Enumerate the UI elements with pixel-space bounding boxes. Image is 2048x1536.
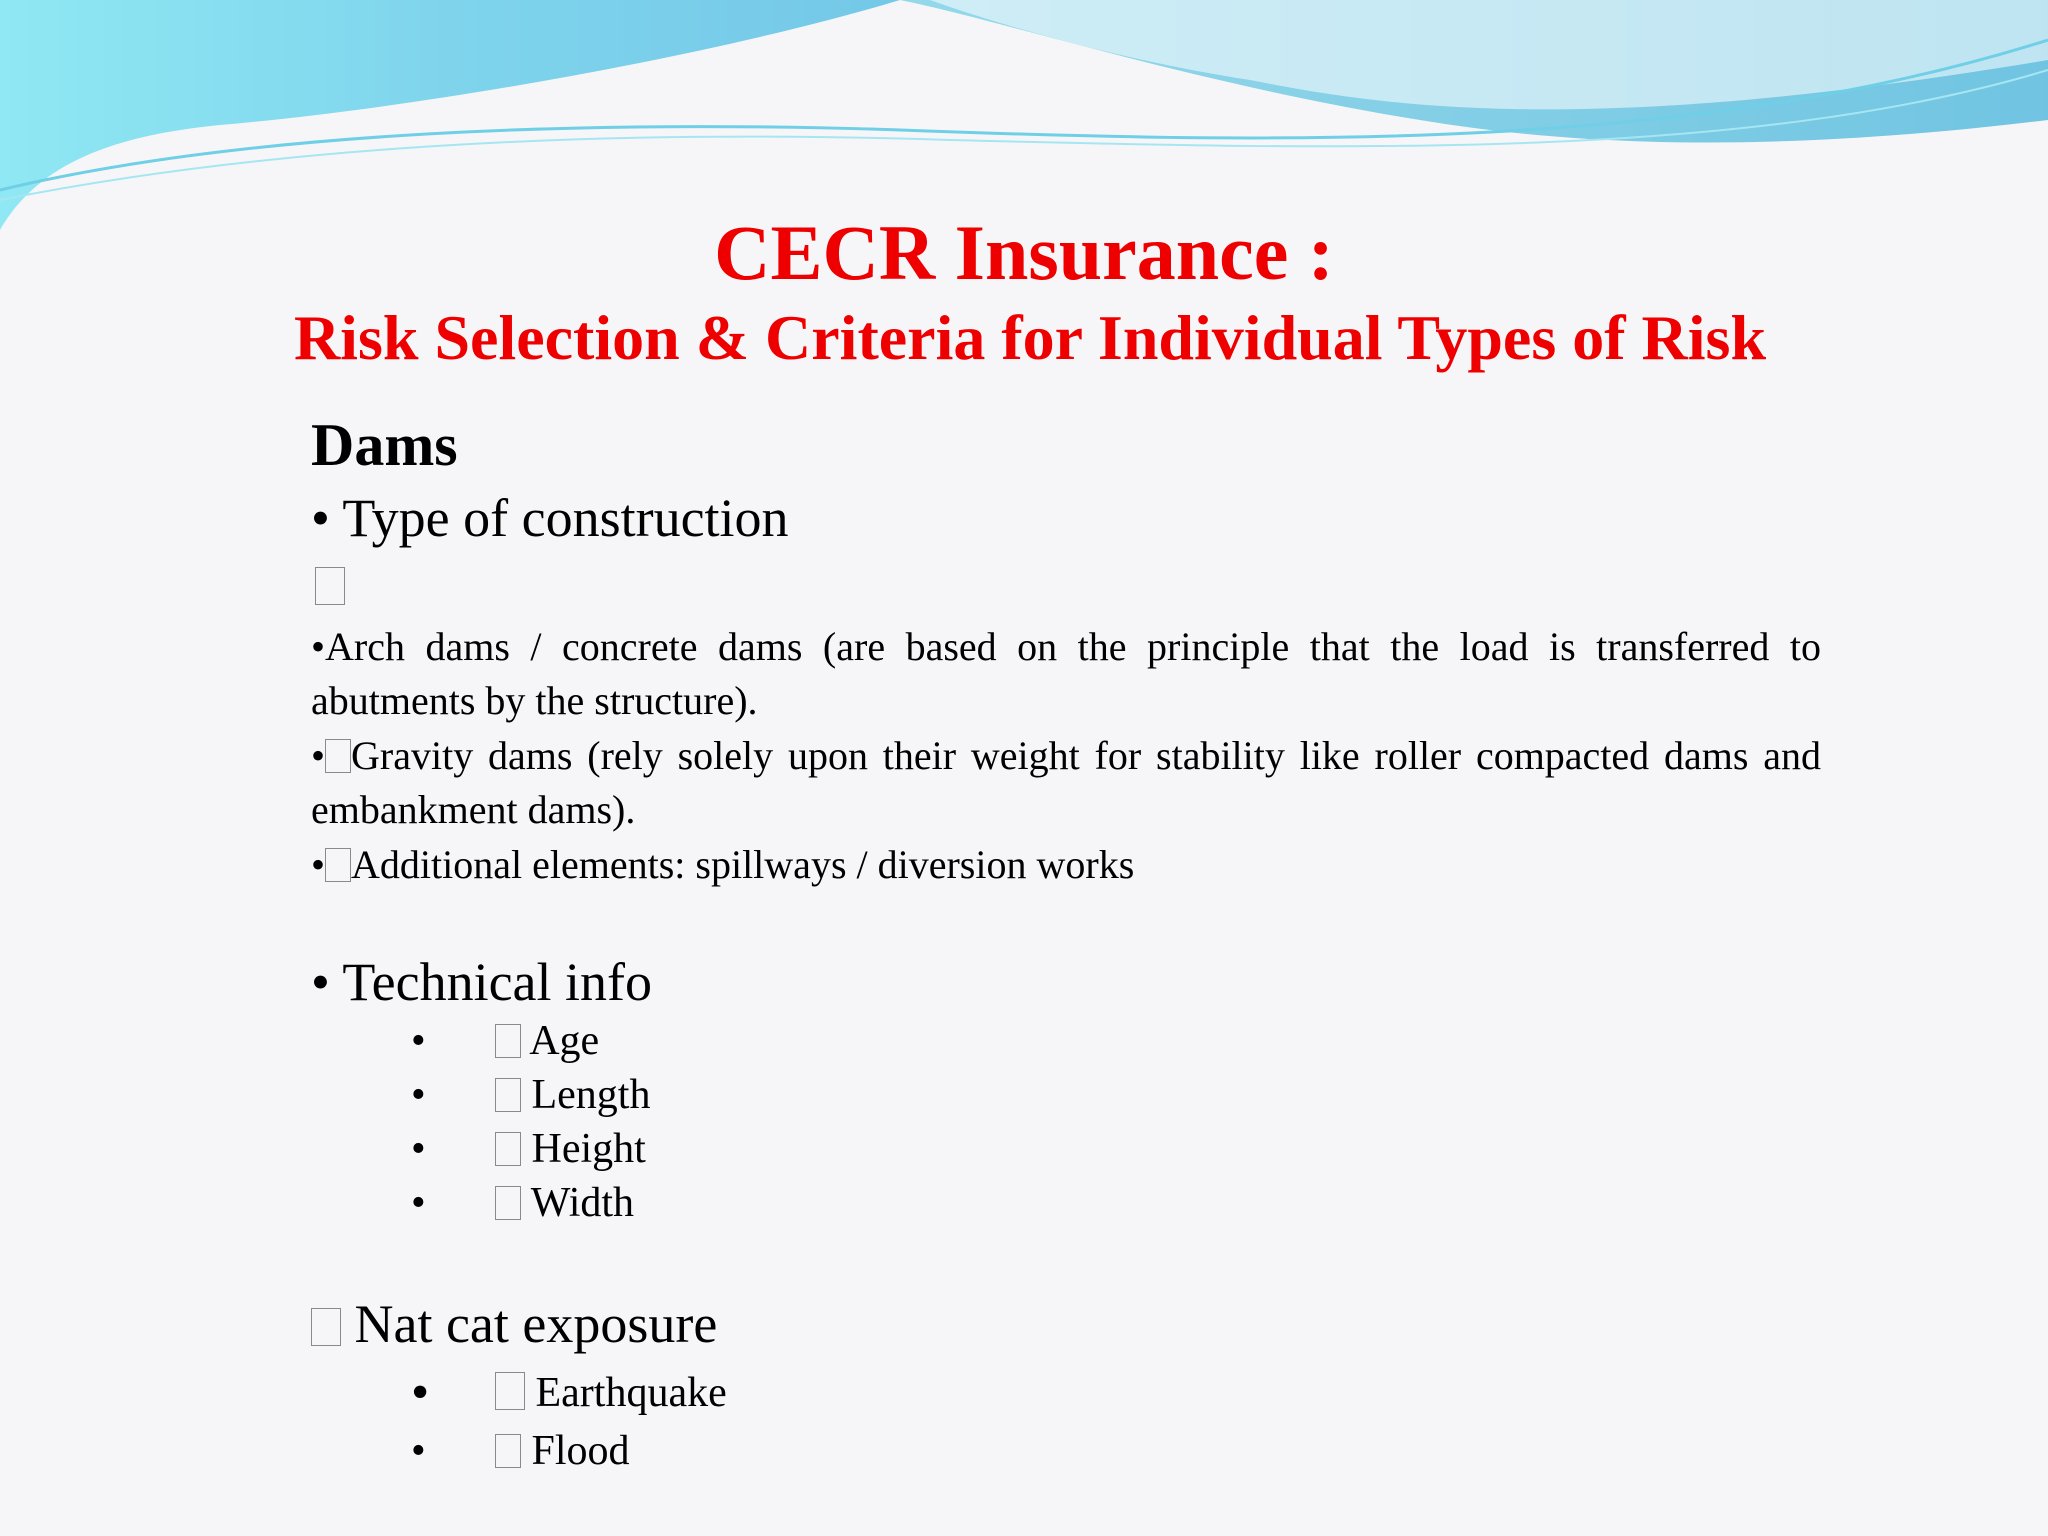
checkbox-glyph <box>495 1132 521 1166</box>
checkbox-glyph <box>325 739 351 773</box>
checkbox-glyph <box>495 1372 525 1410</box>
checkbox-glyph <box>495 1186 521 1220</box>
bullet: • <box>411 1364 430 1421</box>
construction-item-text: Additional elements: spillways / diversion works <box>351 842 1135 887</box>
bullet: • <box>411 1126 426 1172</box>
natcat-item-label: Flood <box>531 1428 630 1474</box>
bullet: • <box>311 624 326 669</box>
checkbox-glyph <box>315 567 345 606</box>
construction-item-1 <box>311 620 1821 728</box>
construction-item-3 <box>311 838 1821 892</box>
header-wave-decoration <box>0 0 2048 240</box>
bullet: • <box>411 1072 426 1118</box>
checkbox-glyph <box>311 1308 341 1346</box>
technical-item-label: Age <box>529 1018 600 1064</box>
title-line-2: Risk Selection & Criteria for Individual Types of Risk <box>293 302 1767 373</box>
natcat-heading <box>311 1292 717 1356</box>
title-line-1: CECR Insurance : <box>714 209 1334 296</box>
checkbox-glyph <box>495 1078 521 1112</box>
technical-item-label: Length <box>531 1072 651 1118</box>
natcat-item-label: Earthquake <box>535 1370 727 1416</box>
technical-item-label: Height <box>531 1126 646 1172</box>
checkbox-glyph <box>495 1024 521 1058</box>
section-heading: Dams <box>311 412 458 478</box>
technical-heading: • Technical info <box>311 952 653 1012</box>
technical-item-label: Width <box>530 1180 635 1226</box>
natcat-heading-text: Nat cat exposure <box>354 1294 718 1354</box>
construction-item-2 <box>311 729 1821 837</box>
construction-heading: • Type of construction <box>311 488 789 548</box>
checkbox-glyph <box>325 848 351 882</box>
construction-item-text: Arch dams / concrete dams (are based on the principle that the load is transferred to abutments by the structure). <box>311 624 1821 723</box>
checkbox-glyph <box>495 1434 521 1468</box>
bullet: • <box>411 1180 426 1226</box>
bullet: • <box>311 733 326 778</box>
construction-item-text: Gravity dams (rely solely upon their weight for stability like roller compacted dams and embankment dams). <box>311 733 1821 832</box>
bullet: • <box>411 1428 426 1474</box>
bullet: • <box>311 842 326 887</box>
bullet: • <box>411 1018 426 1064</box>
